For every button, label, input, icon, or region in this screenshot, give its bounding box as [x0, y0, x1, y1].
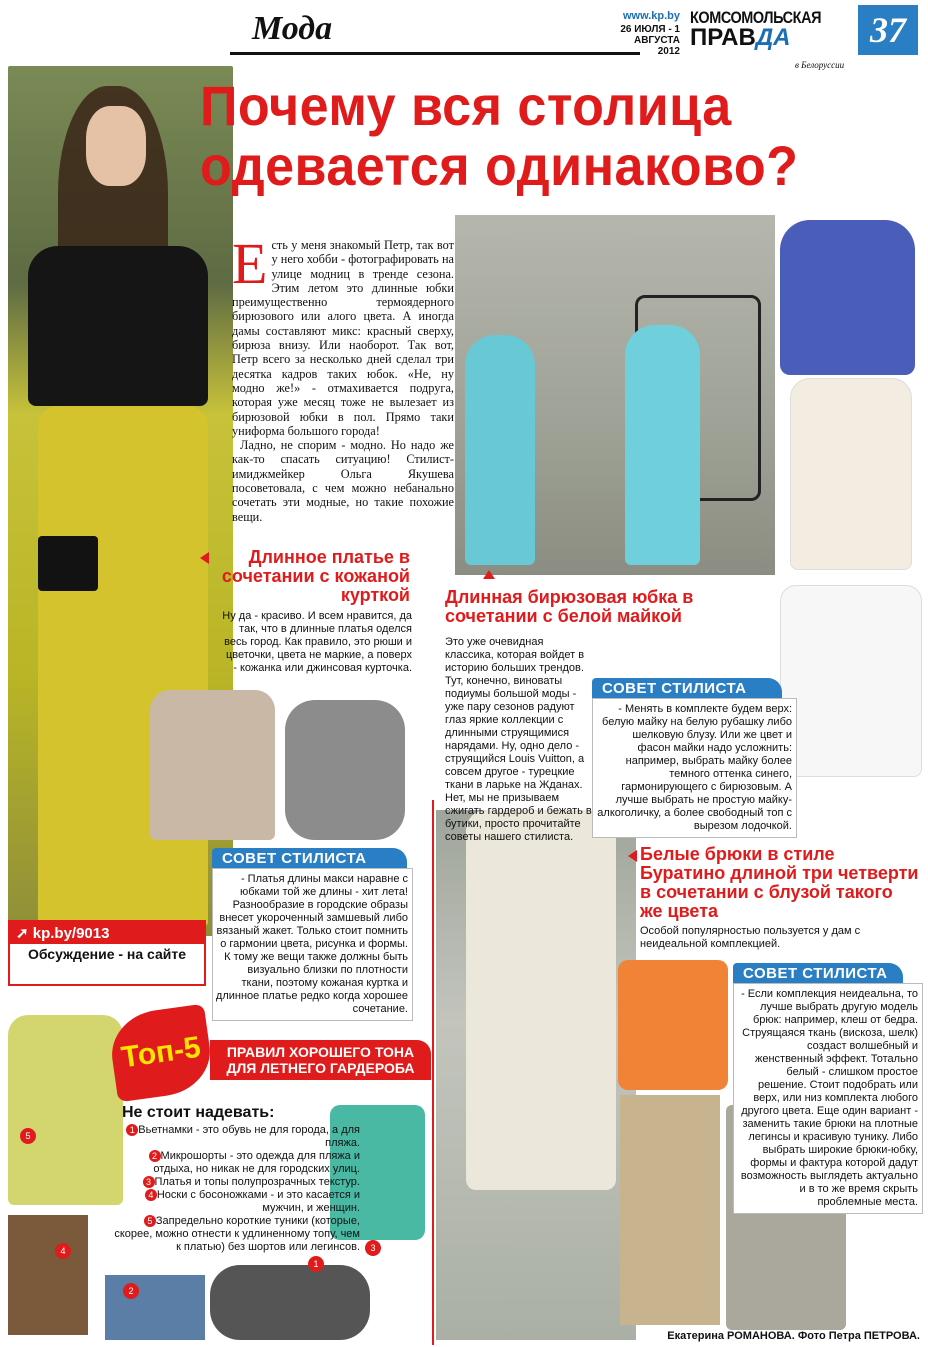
number-1-icon: 1 [126, 1124, 138, 1136]
arrow-icon: ➚ [16, 925, 33, 942]
white-shirt-image [780, 585, 922, 777]
long-trousers-image [620, 1095, 720, 1325]
photo-leather-jacket [28, 246, 208, 406]
logo-region: в Белоруссии [795, 60, 845, 70]
look2-title: Длинная бирюзовая юбка в сочетании с белой майкой [445, 587, 694, 626]
number-2-icon: 2 [149, 1150, 161, 1162]
top5-item-3-text: Платья и топы полупрозрачных текстур. [154, 1176, 360, 1188]
top5-intro: Не стоит надевать: [122, 1104, 275, 1121]
white-trousers-photo [436, 810, 636, 1340]
image-number-1: 1 [308, 1256, 324, 1272]
triangle-left-icon [200, 552, 209, 564]
issue-date-range: 26 ИЮЛЯ - 1 АВГУСТА [620, 24, 680, 46]
logo-line-2 [690, 24, 790, 52]
logo-prav: ПРАВ [690, 24, 756, 51]
look1-text: Ну да - красиво. И всем нравится, да так, что в длинные платья оделся весь город. Как правило, это рюши и цветочки, цвета не маркие, а поверх - кожанка или джинсовая курточка. [222, 610, 412, 674]
look3-text: Особой популярностью пользуется у дам с неидеальной комплекцией. [640, 925, 861, 950]
top5-item-5 [110, 1215, 360, 1254]
top5-item-5-text: Запредельно короткие туники (которые, скорее, можно отнести к удлиненному топу, чем к платью) без шортов или легинсов. [114, 1215, 360, 1253]
intro-paragraph-2: Ладно, не спорим - модно. Но надо же как-то спасать ситуацию! Стилист-имиджмейкер Ольга Якушева посоветовала, с чем можно небанально сочетать эти модные, но такие похожие вещи. [232, 438, 454, 524]
orange-tunic-image [618, 960, 728, 1090]
top5-item-1-text: Вьетнамки - это обувь не для города, а для пляжа. [138, 1124, 360, 1149]
issue-date [590, 24, 680, 57]
look3-title: Белые брюки в стиле Буратино длиной три четверти в сочетании с блузой такого же цвета [640, 844, 919, 921]
number-3-icon: 3 [143, 1176, 155, 1188]
street-photo-turquoise-skirts [455, 215, 775, 575]
image-number-3: 3 [365, 1240, 381, 1256]
header-rule [230, 52, 640, 55]
top5-list [110, 1124, 360, 1254]
top5-title: ПРАВИЛ ХОРОШЕГО ТОНА ДЛЯ ЛЕТНЕГО ГАРДЕРОБА [210, 1040, 431, 1080]
photo-bag [38, 536, 98, 591]
credit-line: Екатерина РОМАНОВА. Фото Петра ПЕТРОВА. [667, 1330, 920, 1342]
stylist-tip-3: - Если комплекция неидеальна, то лучше выбрать другую модель брюк: например, клеш от бедра. Струящаяся ткань (вискоза, шелк) создаст волшебный и женственный эффект. Тотально белый - слишком простое решение. Стоит подобрать или верх, или низ комплекта любого другого цвета. Еще один вариант - заменить такие брюки на плотные легинсы и красивую тунику. Либо выбрать широкие брюки-юбку, формы и фактура которой дадут возможность выглядеть актуально и в то же время скрыть проблемные места. [733, 983, 923, 1214]
top5-item-2 [110, 1150, 360, 1176]
look1-title: Длинное платье в сочетании с кожаной курткой [221, 547, 410, 605]
discussion-caption: Обсуждение - на сайте [27, 946, 187, 962]
stylist-tip-badge-3: СОВЕТ СТИЛИСТА [733, 963, 903, 984]
photo-woman-1 [465, 335, 535, 565]
top5-item-4-text: Носки с босоножками - и это касается и мужчин, и женщин. [156, 1189, 360, 1214]
cream-blouse-image [790, 378, 912, 570]
headline: Почему вся столица одевается одинаково? [200, 74, 799, 197]
top5-item-4 [110, 1189, 360, 1215]
stylist-tip-badge-2: СОВЕТ СТИЛИСТА [592, 678, 782, 699]
logo-line-1: КОМСОМОЛЬСКАЯ [690, 8, 822, 27]
image-number-2: 2 [123, 1283, 139, 1299]
discussion-link-text[interactable]: kp.by/9013 [32, 925, 110, 942]
photo-face [86, 106, 146, 186]
image-number-5: 5 [20, 1128, 36, 1144]
triangle-up-icon [483, 570, 495, 579]
blue-blouse-image [780, 220, 915, 375]
top5-item-1 [110, 1124, 360, 1150]
discussion-link[interactable] [10, 922, 204, 944]
image-number-4: 4 [55, 1243, 71, 1259]
suede-jacket-image [150, 690, 275, 840]
stylist-tip-1: - Платья длины макси наравне с юбками той же длины - хит лета! Разнообразие в городские образы внесет укороченный замшевый либо вязаный жакет. Только стоит помнить о гармонии цвета, рисунка и формы. К тому же вещи также должны быть визуально близки по плотности ткани, поэтому кожаная куртка и длинное платье редко когда хорошее сочетание. [212, 868, 413, 1021]
triangle-left-icon [628, 850, 637, 862]
photo-woman-2 [625, 325, 700, 565]
knit-cardigan-image [285, 700, 405, 840]
photo-white-suit [466, 810, 616, 1190]
section-title: Мода [252, 10, 333, 47]
stylist-tip-2: - Менять в комплекте будем верх: белую майку на белую рубашку либо шелковую блузу. Или же цвет и фасон майки надо усложнить: например, выбрать майку более темного оттенка синего, гармонирующего с бирюзовым. А лучше выбрать не простую майку-алкоголичку, а более свободный топ с вырезом лодочкой. [592, 698, 797, 838]
photo-yellow-skirt [38, 406, 208, 926]
stylist-tip-badge-1: СОВЕТ СТИЛИСТА [212, 848, 407, 869]
number-5-icon: 5 [144, 1215, 156, 1227]
site-url[interactable]: www.kp.by [622, 10, 680, 22]
top5-flip-flops-image [210, 1265, 370, 1340]
discussion-link-box[interactable] [8, 920, 206, 986]
logo-da: ДА [755, 24, 791, 51]
top5-socks-sandals-image [8, 1215, 88, 1335]
top5-short-dress-image [8, 1015, 123, 1205]
intro-paragraph-1: сть у меня знакомый Петр, так вот у него хобби - фотографировать на улице модниц в тренде сезона. Этим летом это длинные юбки преимущественно термоядерного бирюзового или алого цвета. А иногда дамы составляют микс: красный сверху, бирюза внизу. Или наоборот. Так вот, Петр всего за несколько дней сделал три десятка кадров таких юбок. «Не, ну модно же!» - отмахивается подруга, которая уже месяц тоже не вылезает из бирюзовой юбки в пол. Прямо таки униформа большого города! [232, 238, 454, 438]
top5-item-2-text: Микрошорты - это одежда для пляжа и отдыха, но никак не для городских улиц. [153, 1150, 360, 1175]
column-divider [432, 800, 434, 1345]
look2-text: Это уже очевидная классика, которая войдет в историю больших трендов. Тут, конечно, виноваты подиумы большой моды - уже пару сезонов радуют глаз яркие коллекции с длинными струящимися нарядами. Ну, одно дело - струящийся Louis Vuitton, а совсем другое - турецкие ткани в ларьке на Жданах. Нет, мы не призываем сжигать гардероб и бежать в бутики, просто прочитайте советы нашего стилиста. [445, 636, 592, 843]
top5-item-3 [110, 1176, 360, 1189]
issue-year: 2012 [657, 46, 680, 57]
top5-micro-shorts-image [105, 1275, 205, 1340]
top5-badge: Топ-5 [106, 1004, 215, 1103]
page-number: 37 [858, 5, 918, 55]
number-4-icon: 4 [145, 1189, 157, 1201]
drop-cap: Е [232, 231, 268, 296]
intro-text [232, 231, 454, 524]
